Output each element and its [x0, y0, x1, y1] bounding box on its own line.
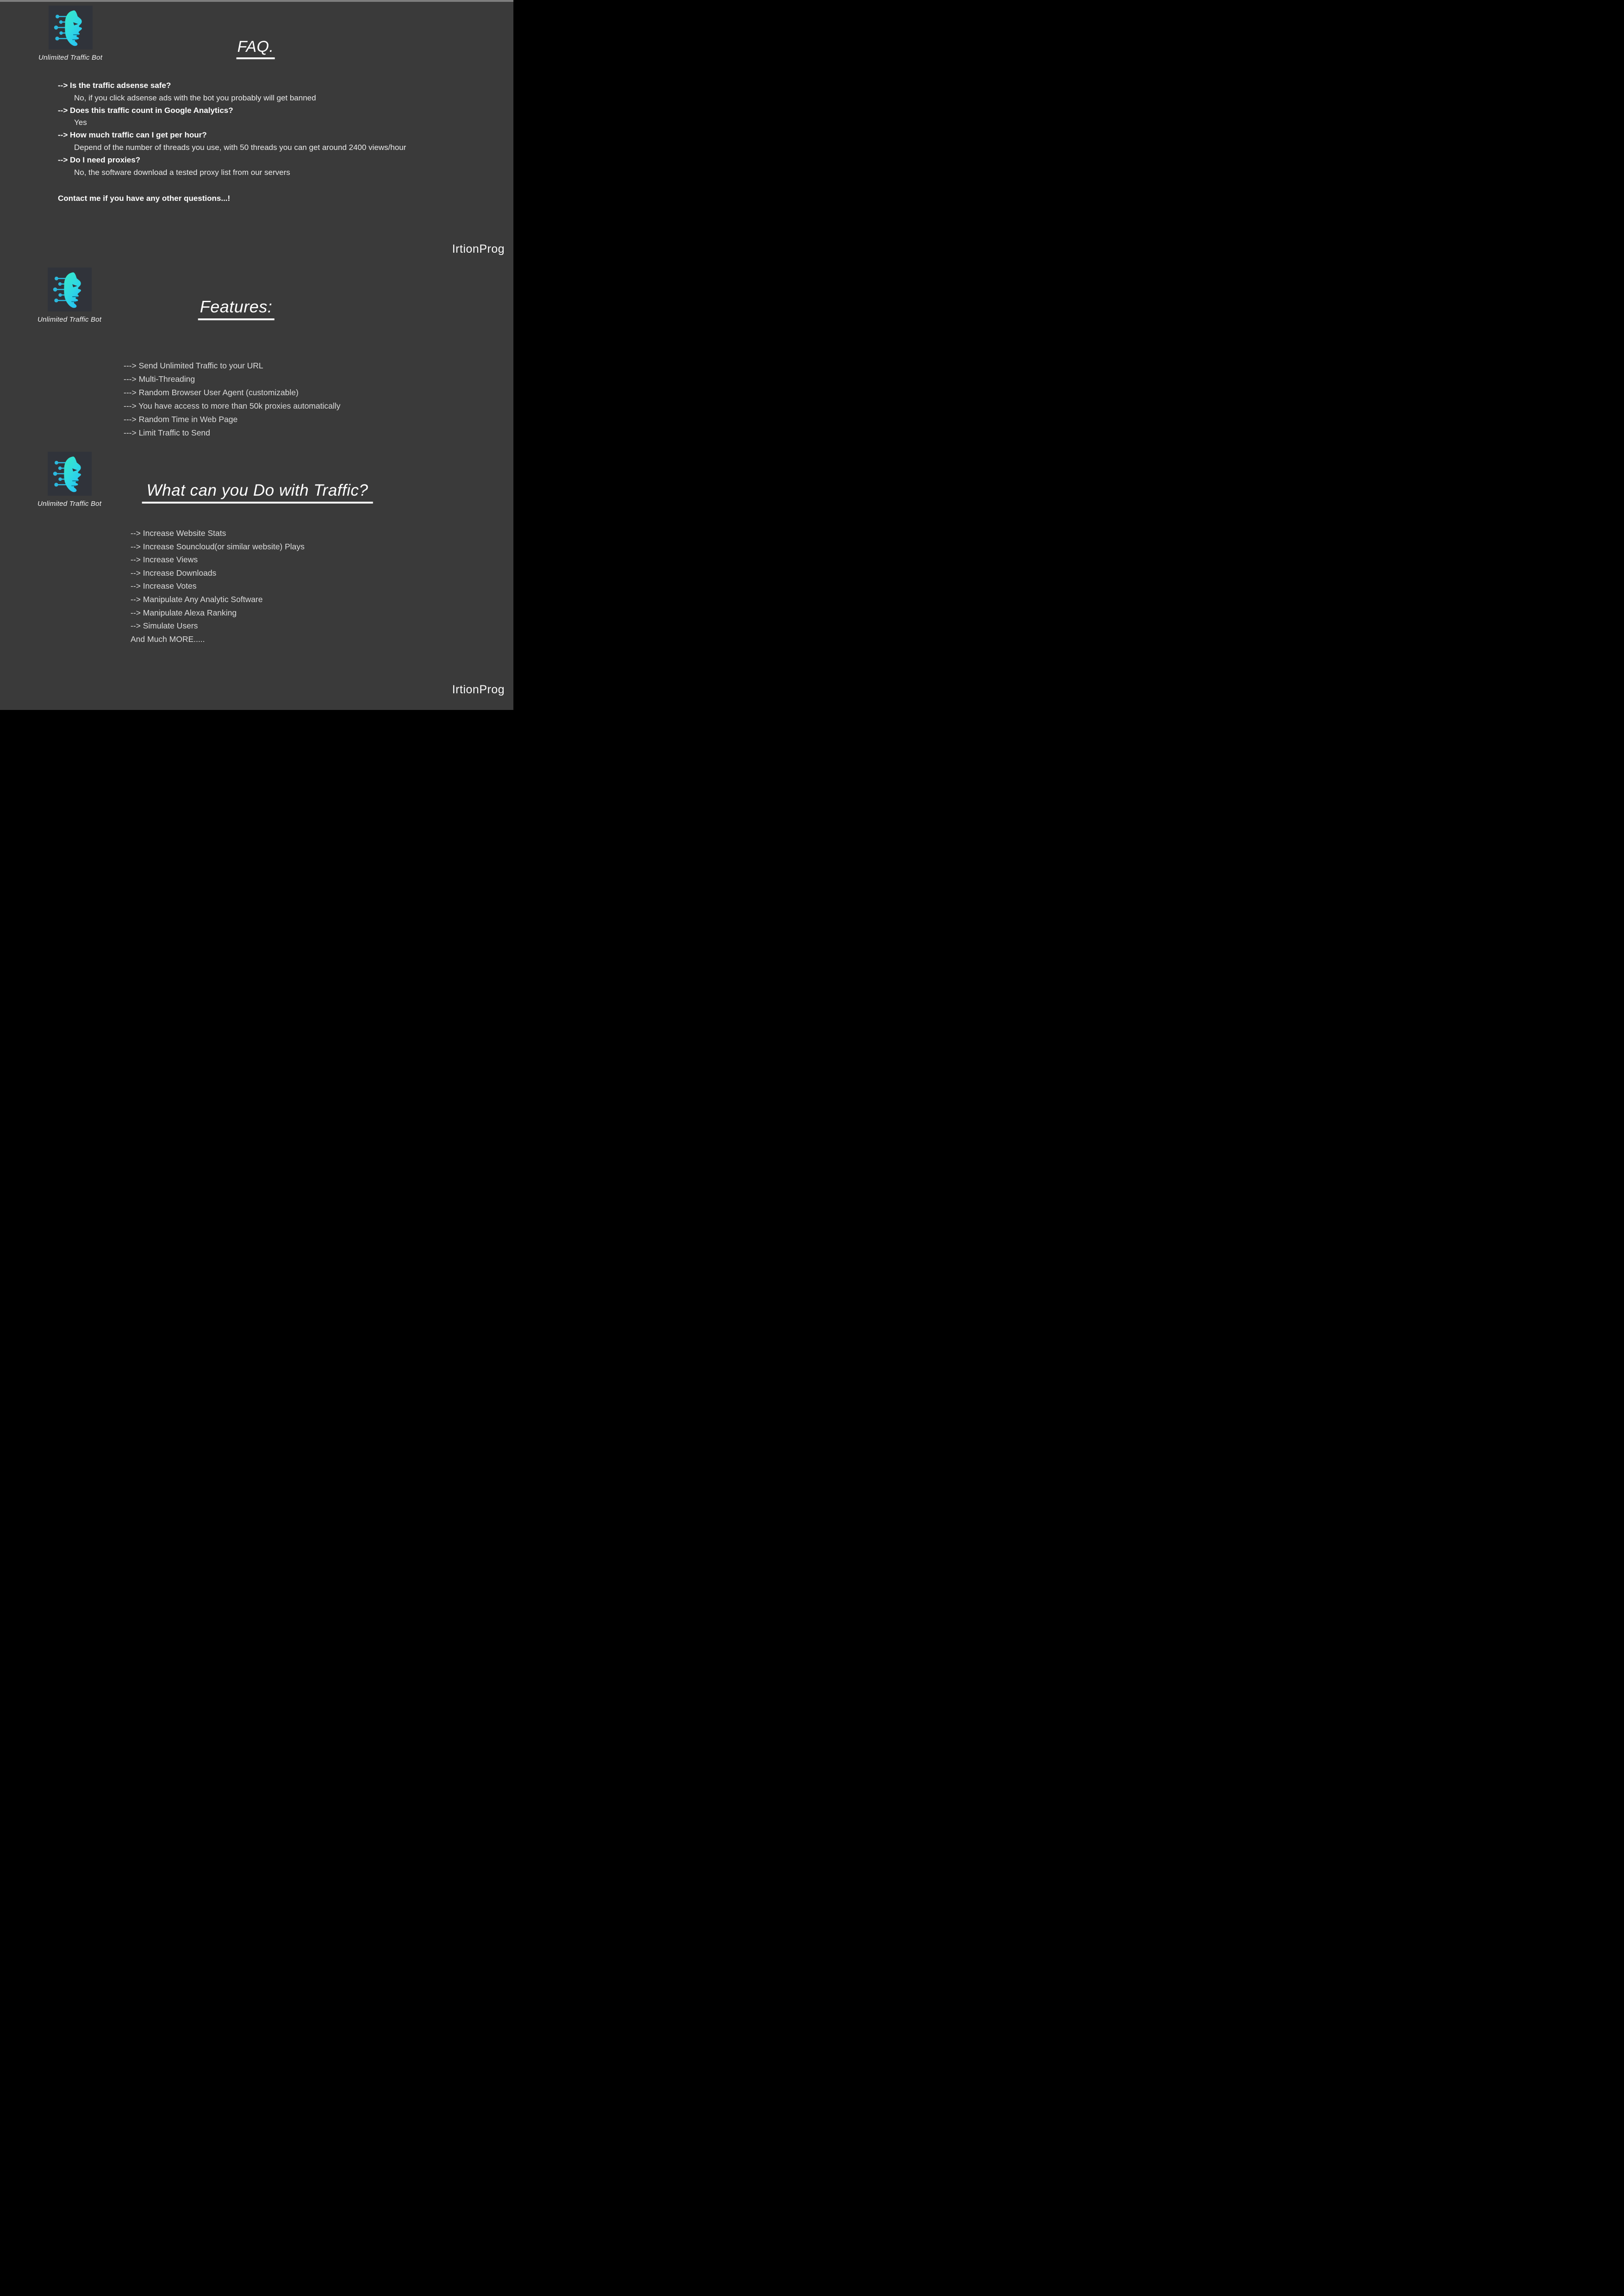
uses-title: What can you Do with Traffic?	[142, 481, 373, 504]
traffic-bot-logo	[48, 268, 92, 311]
faq-title: FAQ.	[237, 38, 275, 59]
faq-question: --> Is the traffic adsense safe?	[58, 81, 171, 90]
use-item: --> Increase Website Stats	[131, 529, 226, 538]
traffic-bot-logo	[48, 452, 92, 496]
bottom-strip	[0, 710, 513, 726]
faq-question: --> Do I need proxies?	[58, 155, 141, 164]
use-item: --> Simulate Users	[131, 621, 198, 631]
feature-item: ---> You have access to more than 50k proxies automatically	[124, 401, 341, 411]
top-strip	[0, 0, 513, 2]
features-title: Features:	[198, 297, 275, 320]
circuit-face-icon	[48, 268, 92, 311]
faq-question: --> How much traffic can I get per hour?	[58, 131, 207, 140]
logo-caption: Unlimited Traffic Bot	[37, 500, 102, 508]
use-item: And Much MORE.....	[131, 634, 205, 644]
circuit-face-icon	[49, 6, 93, 50]
use-item: --> Increase Votes	[131, 581, 197, 591]
logo-caption: Unlimited Traffic Bot	[37, 316, 102, 324]
faq-answer: No, the software download a tested proxy list from our servers	[74, 168, 290, 177]
uses-list	[131, 529, 305, 643]
use-item: --> Increase Views	[131, 555, 198, 565]
contact-note: Contact me if you have any other questions...!	[58, 194, 231, 203]
feature-item: ---> Limit Traffic to Send	[124, 428, 210, 437]
traffic-bot-logo	[49, 6, 93, 50]
use-item: --> Manipulate Any Analytic Software	[131, 594, 263, 604]
use-item: --> Manipulate Alexa Ranking	[131, 608, 237, 617]
circuit-face-icon	[48, 452, 92, 496]
logo-caption: Unlimited Traffic Bot	[38, 54, 103, 62]
use-item: --> Increase Souncloud(or similar website) Plays	[131, 541, 305, 551]
faq-list	[58, 81, 406, 177]
use-item: --> Increase Downloads	[131, 568, 217, 578]
feature-item: ---> Random Browser User Agent (customizable)	[124, 388, 299, 397]
watermark-irtionprog: IrtionProg	[452, 243, 505, 255]
faq-answer: Depend of the number of threads you use, with 50 threads you can get around 2400 views/hour	[74, 143, 406, 152]
faq-answer: Yes	[74, 118, 87, 127]
watermark-irtionprog: IrtionProg	[452, 683, 505, 696]
faq-answer: No, if you click adsense ads with the bot you probably will get banned	[74, 93, 316, 102]
faq-question: --> Does this traffic count in Google Analytics?	[58, 106, 233, 115]
feature-item: ---> Send Unlimited Traffic to your URL	[124, 361, 263, 370]
feature-item: ---> Multi-Threading	[124, 374, 195, 384]
feature-item: ---> Random Time in Web Page	[124, 415, 238, 424]
flyer-page	[0, 0, 513, 726]
features-list	[124, 361, 340, 437]
